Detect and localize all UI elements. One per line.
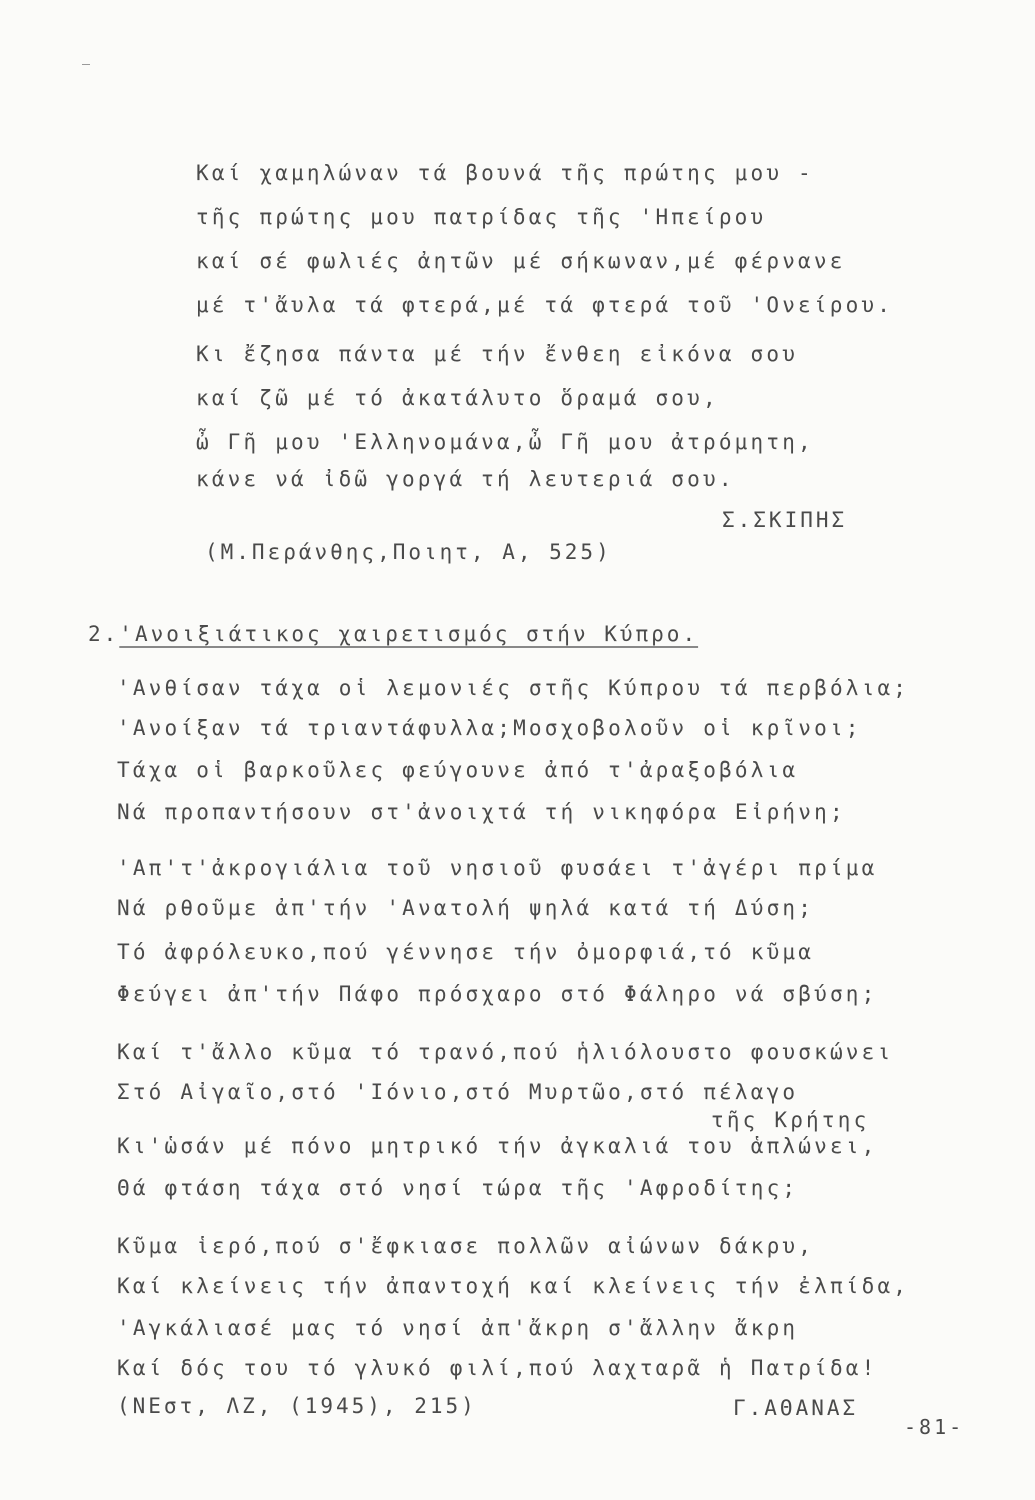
poem-line: Νά ρθοῦμε ἀπ'τήν 'Ανατολή ψηλά κατά τή Δύση; (117, 896, 815, 920)
poem-1-source: (Μ.Περάνθης,Ποιητ, Α, 525) (205, 540, 612, 564)
poem-1-author: Σ.ΣΚΙΠΗΣ (722, 508, 848, 532)
scan-mark (82, 64, 90, 65)
poem-line: τῆς πρώτης μου πατρίδας τῆς 'Ηπείρου (196, 205, 767, 229)
poem-line: Κῦμα ἱερό,πού σ'ἔφκιασε πολλῶν αἰώνων δάκρυ, (117, 1234, 815, 1258)
poem-line: μέ τ'ἄυλα τά φτερά,μέ τά φτερά τοῦ 'Ονείρου. (196, 293, 894, 317)
poem-line: Τό ἀφρόλευκο,πού γέννησε τήν ὀμορφιά,τό κῦμα (117, 940, 815, 964)
poem-2-source: (ΝΕστ, ΛΖ, (1945), 215) (117, 1394, 477, 1418)
poem-line: 'Ανθίσαν τάχα οἱ λεμονιές στῆς Κύπρου τά περβόλια; (117, 676, 910, 700)
poem-2-author: Γ.ΑΘΑΝΑΣ (733, 1396, 859, 1420)
poem-line: Καί τ'ἄλλο κῦμα τό τρανό,πού ἡλιόλουστο φουσκώνει (117, 1040, 894, 1064)
page-number: -81- (904, 1415, 965, 1439)
poem-line: Φεύγει ἀπ'τήν Πάφο πρόσχαρο στό Φάληρο νά σβύση; (117, 982, 878, 1006)
poem-line: 'Αγκάλιασέ μας τό νησί ἀπ'ἄκρη σ'ἄλλην ἄκρη (117, 1316, 799, 1340)
poem-line: Στό Αἰγαῖο,στό 'Ιόνιο,στό Μυρτῶο,στό πέλαγο (117, 1080, 799, 1104)
poem-line: 'Απ'τ'ἀκρογιάλια τοῦ νησιοῦ φυσάει τ'ἀγέρι πρίμα (117, 856, 878, 880)
poem-line: Κι ἔζησα πάντα μέ τήν ἔνθεη εἰκόνα σου (196, 342, 799, 366)
poem-2-number: 2. (88, 622, 120, 646)
poem-line: Νά προπαντήσουν στ'ἀνοιχτά τή νικηφόρα Εἰρήνη; (117, 800, 846, 824)
poem-line: καί σέ φωλιές ἀητῶν μέ σήκωναν,μέ φέρνανε (196, 249, 846, 273)
poem-line: Τάχα οἱ βαρκοῦλες φεύγουνε ἀπό τ'ἀραξοβόλια (117, 758, 799, 782)
poem-line: ὦ Γῆ μου 'Ελληνομάνα,ὦ Γῆ μου ἀτρόμητη, (196, 430, 814, 454)
poem-2-heading (88, 622, 698, 646)
poem-line: Καί κλείνεις τήν ἀπαντοχή καί κλείνεις τήν ἐλπίδα, (117, 1274, 910, 1298)
poem-line: καί ζῶ μέ τό ἀκατάλυτο ὅραμά σου, (196, 386, 719, 410)
poem-line: τῆς Κρήτης (711, 1108, 870, 1132)
poem-line: κάνε νά ἰδῶ γοργά τή λευτεριά σου. (196, 467, 735, 491)
poem-line: Θά φτάση τάχα στό νησί τώρα τῆς 'Αφροδίτης; (117, 1176, 799, 1200)
poem-line: Καί χαμηλώναν τά βουνά τῆς πρώτης μου - (196, 161, 814, 185)
poem-2-title: 'Ανοιξιάτικος χαιρετισμός στήν Κύπρο. (119, 622, 699, 646)
poem-line: Καί δός του τό γλυκό φιλί,πού λαχταρᾶ ἡ Πατρίδα! (117, 1356, 878, 1380)
poem-line: 'Ανοίξαν τά τριαντάφυλλα;Μοσχοβολοῦν οἱ κρῖνοι; (117, 716, 862, 740)
poem-line: Κι'ὡσάν μέ πόνο μητρικό τήν ἀγκαλιά του ἁπλώνει, (117, 1134, 878, 1158)
